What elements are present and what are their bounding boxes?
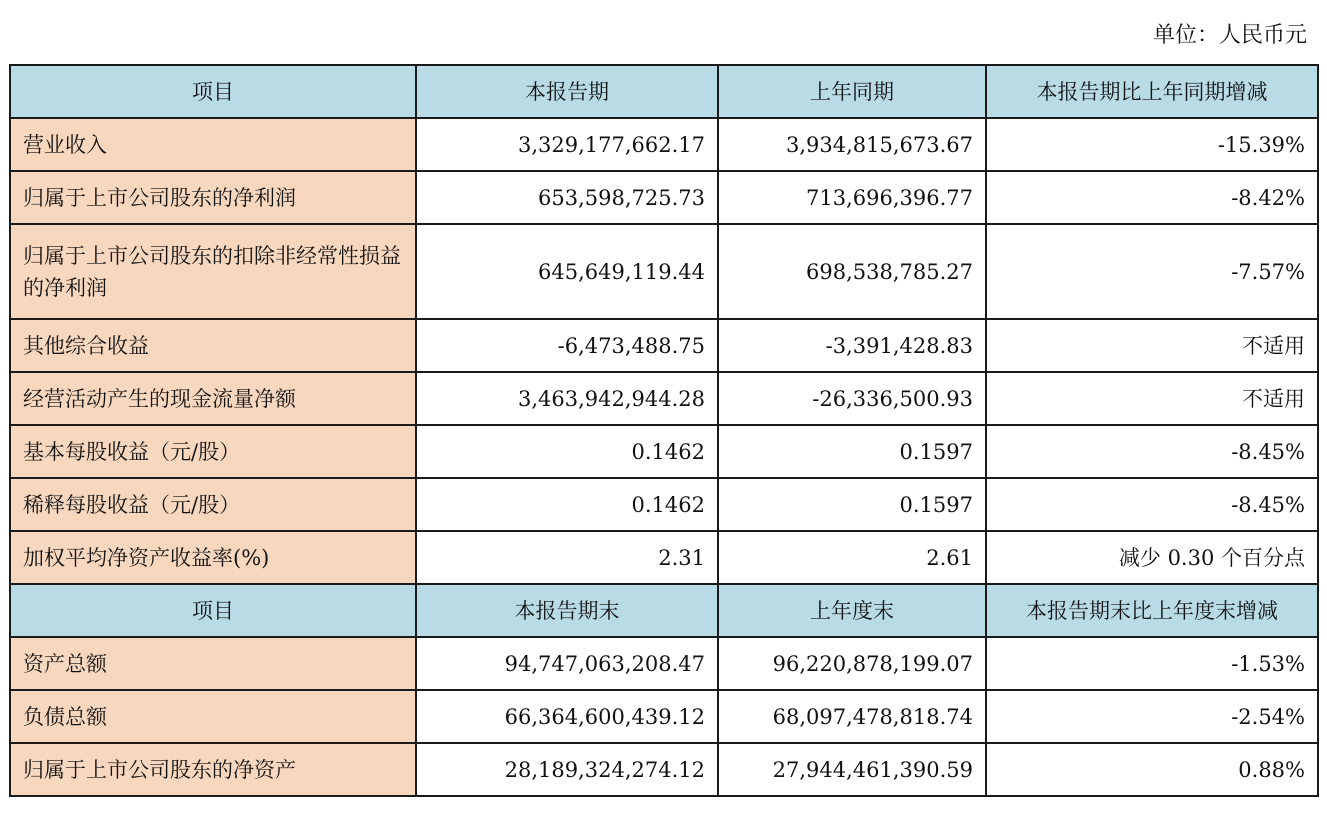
row-item-label: 归属于上市公司股东的净利润 <box>10 171 416 224</box>
change-value: -15.39% <box>986 118 1318 171</box>
table-row <box>10 118 1318 171</box>
current-value: 645,649,119.44 <box>416 224 718 319</box>
prior-value: 96,220,878,199.07 <box>718 637 986 690</box>
header-item: 项目 <box>10 65 416 118</box>
table-row <box>10 171 1318 224</box>
prior-value: 2.61 <box>718 531 986 584</box>
change-value: -8.45% <box>986 425 1318 478</box>
current-value: 94,747,063,208.47 <box>416 637 718 690</box>
prior-value: -3,391,428.83 <box>718 319 986 372</box>
header-current-period: 本报告期 <box>416 65 718 118</box>
current-value: 0.1462 <box>416 478 718 531</box>
row-item-label: 稀释每股收益（元/股） <box>10 478 416 531</box>
prior-value: 27,944,461,390.59 <box>718 743 986 796</box>
financial-data-table <box>9 64 1319 797</box>
change-value: 0.88% <box>986 743 1318 796</box>
header-change: 本报告期末比上年度末增减 <box>986 584 1318 637</box>
prior-value: 0.1597 <box>718 425 986 478</box>
header-current-period-end: 本报告期末 <box>416 584 718 637</box>
change-value: -7.57% <box>986 224 1318 319</box>
current-value: 3,463,942,944.28 <box>416 372 718 425</box>
current-value: 28,189,324,274.12 <box>416 743 718 796</box>
row-item-label: 营业收入 <box>10 118 416 171</box>
prior-value: 68,097,478,818.74 <box>718 690 986 743</box>
row-item-label: 基本每股收益（元/股） <box>10 425 416 478</box>
table-header-period <box>10 65 1318 118</box>
change-value: 减少 0.30 个百分点 <box>986 531 1318 584</box>
table-row <box>10 372 1318 425</box>
prior-value: 698,538,785.27 <box>718 224 986 319</box>
row-item-label: 归属于上市公司股东的扣除非经常性损益的净利润 <box>10 224 416 319</box>
change-value: -8.45% <box>986 478 1318 531</box>
prior-value: 3,934,815,673.67 <box>718 118 986 171</box>
table-row <box>10 478 1318 531</box>
table-row <box>10 319 1318 372</box>
table-row <box>10 690 1318 743</box>
header-change: 本报告期比上年同期增减 <box>986 65 1318 118</box>
row-item-label: 经营活动产生的现金流量净额 <box>10 372 416 425</box>
unit-label: 单位：人民币元 <box>1152 23 1307 48</box>
change-value: 不适用 <box>986 319 1318 372</box>
prior-value: -26,336,500.93 <box>718 372 986 425</box>
current-value: -6,473,488.75 <box>416 319 718 372</box>
row-item-label: 归属于上市公司股东的净资产 <box>10 743 416 796</box>
header-prior-period: 上年同期 <box>718 65 986 118</box>
current-value: 0.1462 <box>416 425 718 478</box>
header-item: 项目 <box>10 584 416 637</box>
table-row <box>10 425 1318 478</box>
change-value: -1.53% <box>986 637 1318 690</box>
table-row <box>10 531 1318 584</box>
table-row <box>10 637 1318 690</box>
change-value: 不适用 <box>986 372 1318 425</box>
header-prior-year-end: 上年度末 <box>718 584 986 637</box>
row-item-label: 负债总额 <box>10 690 416 743</box>
table-header-period-end <box>10 584 1318 637</box>
current-value: 653,598,725.73 <box>416 171 718 224</box>
change-value: -2.54% <box>986 690 1318 743</box>
row-item-label: 加权平均净资产收益率(%) <box>10 531 416 584</box>
prior-value: 0.1597 <box>718 478 986 531</box>
table-row <box>10 224 1318 319</box>
current-value: 2.31 <box>416 531 718 584</box>
row-item-label: 其他综合收益 <box>10 319 416 372</box>
table-row <box>10 743 1318 796</box>
row-item-label: 资产总额 <box>10 637 416 690</box>
current-value: 3,329,177,662.17 <box>416 118 718 171</box>
change-value: -8.42% <box>986 171 1318 224</box>
prior-value: 713,696,396.77 <box>718 171 986 224</box>
current-value: 66,364,600,439.12 <box>416 690 718 743</box>
